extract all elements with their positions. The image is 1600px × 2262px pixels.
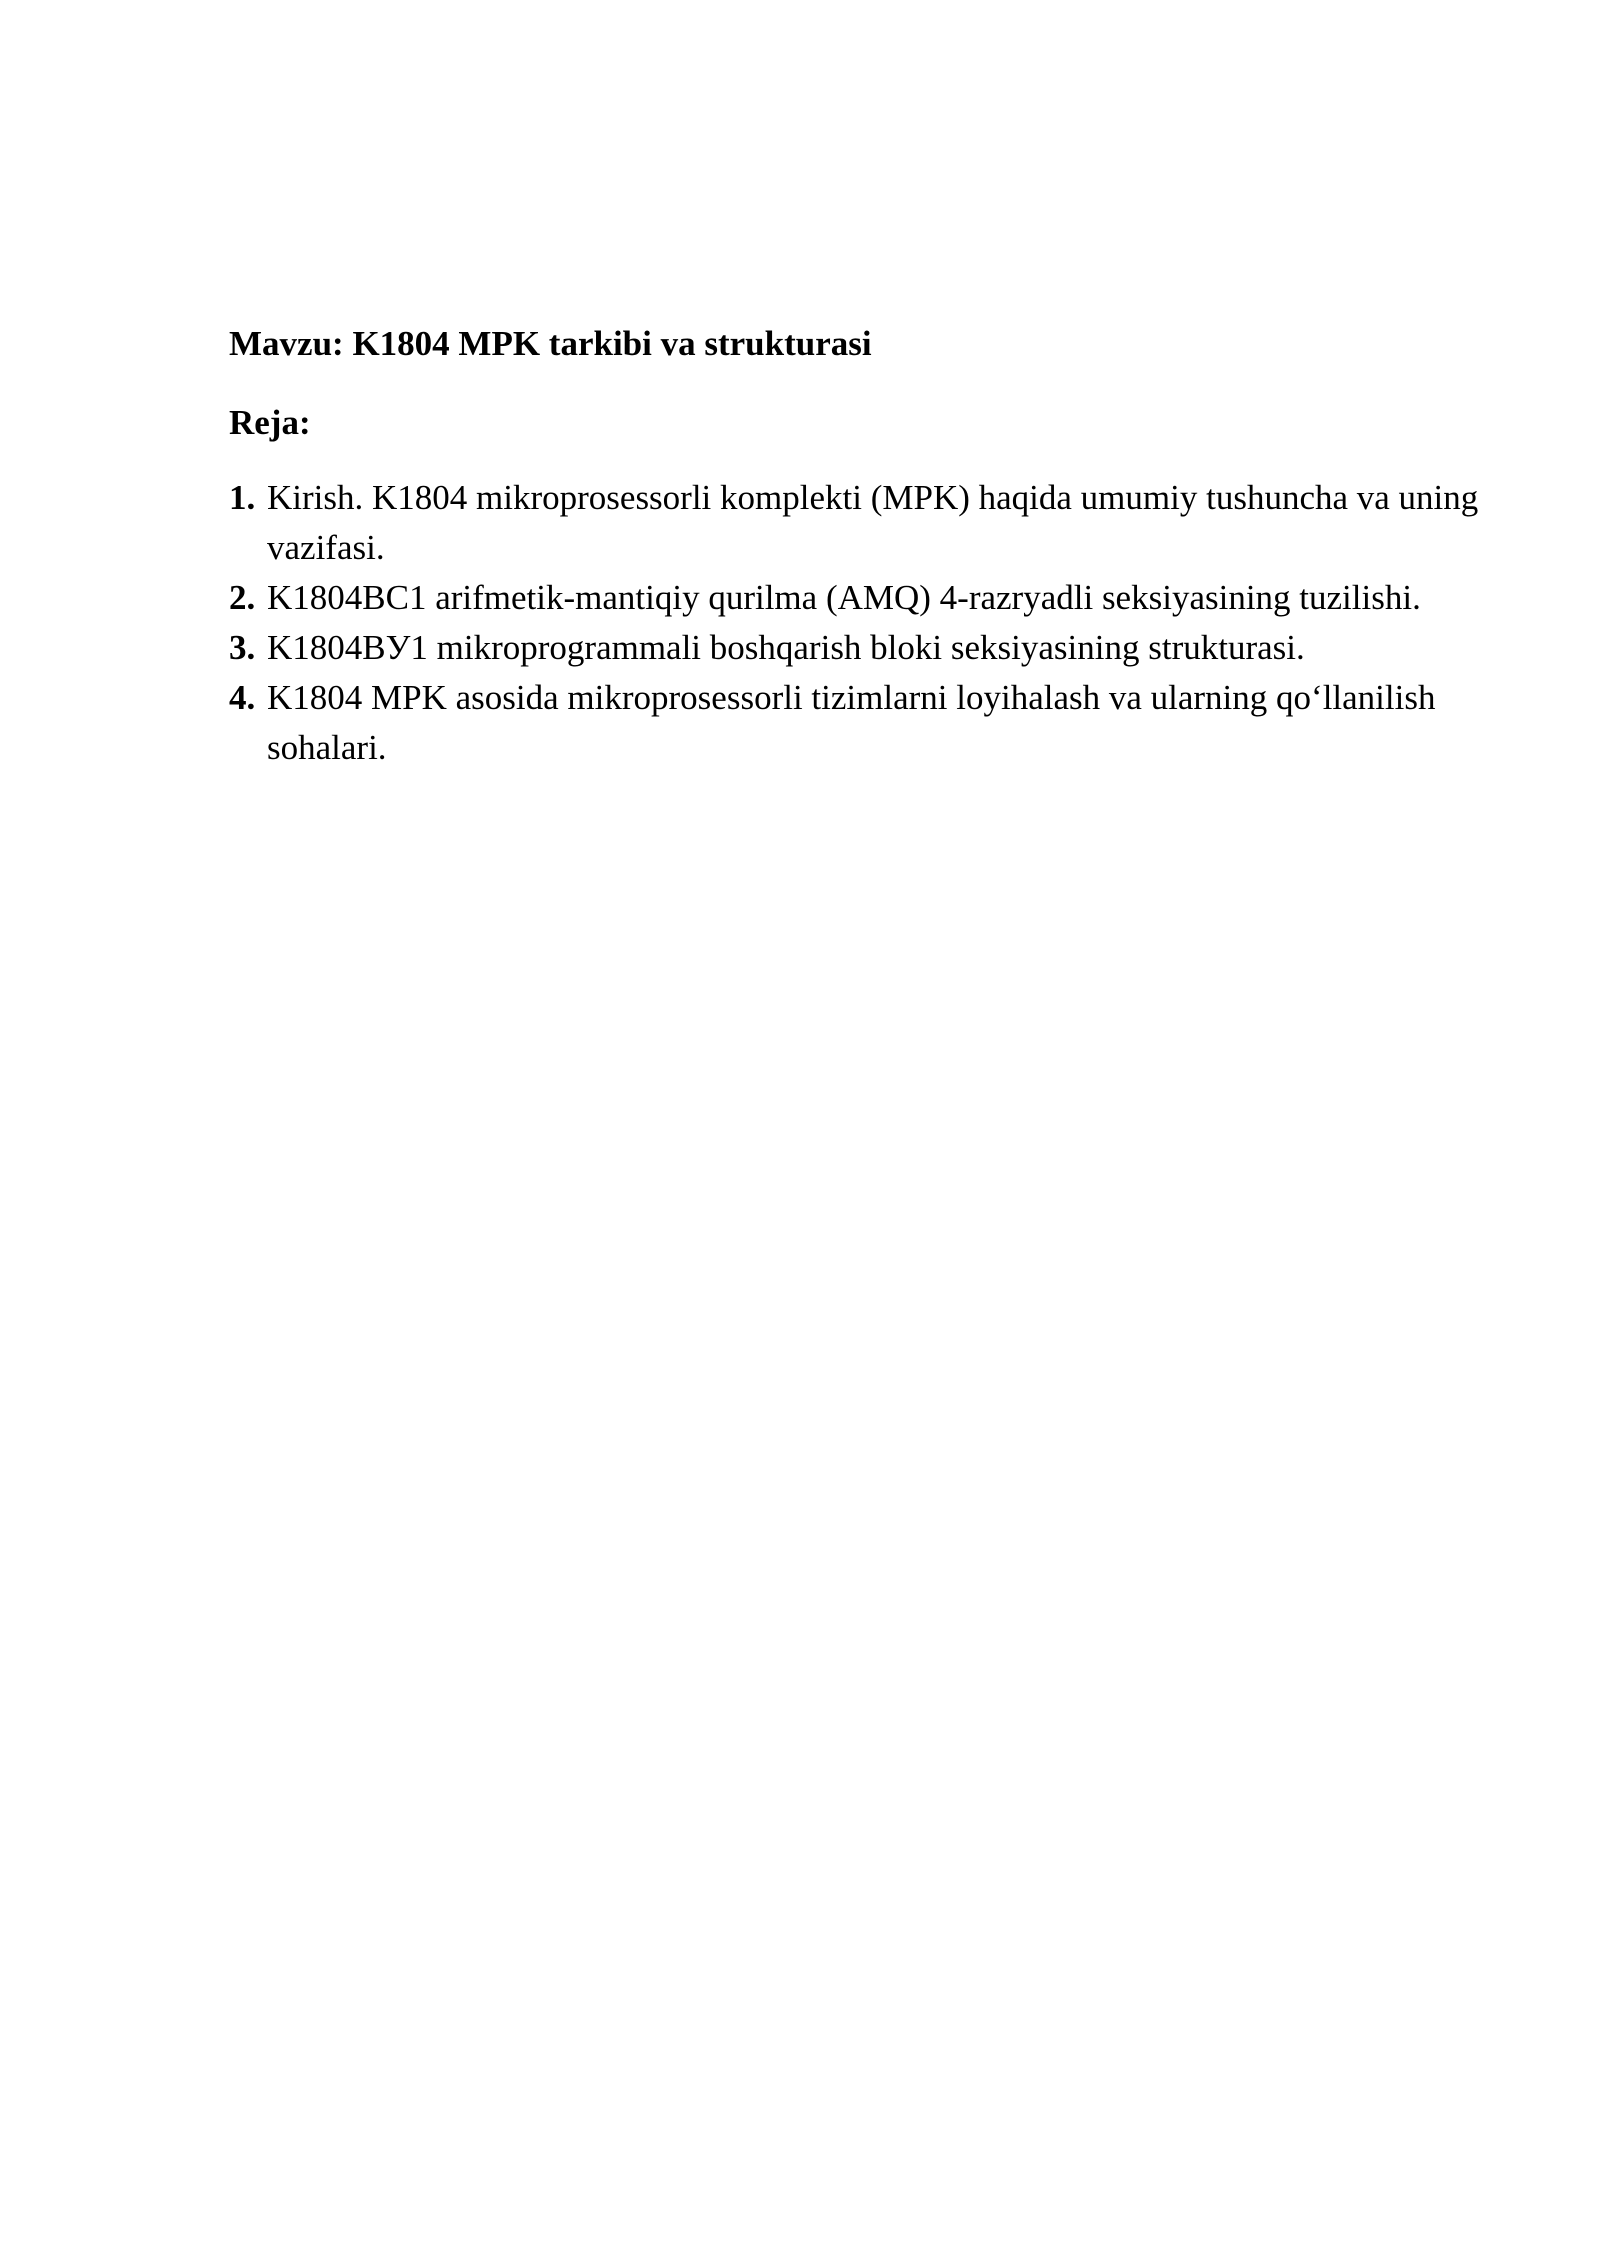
document-content bbox=[229, 318, 1489, 773]
plan-item-text: K1804BC1 arifmetik-mantiqiy qurilma (AMQ) 4-razryadli seksiyasining tuzilishi. bbox=[267, 578, 1421, 617]
plan-item-1 bbox=[229, 473, 1489, 573]
plan-item-text: K1804BУ1 mikroprogrammali boshqarish bloki seksiyasining strukturasi. bbox=[267, 628, 1305, 667]
plan-item-text: Kirish. K1804 mikroprosessorli komplekti (MPK) haqida umumiy tushuncha va uning vazifasi. bbox=[267, 478, 1479, 567]
plan-item-text: K1804 MPK asosida mikroprosessorli tizimlarni loyihalash va ularning qo‘llanilish sohalari. bbox=[267, 678, 1436, 767]
plan-item-number: 3. bbox=[229, 628, 256, 667]
plan-item-number: 1. bbox=[229, 478, 256, 517]
plan-item-number: 2. bbox=[229, 578, 256, 617]
plan-item-2 bbox=[229, 573, 1489, 623]
plan-item-3 bbox=[229, 623, 1489, 673]
plan-item-number: 4. bbox=[229, 678, 256, 717]
plan-item-4 bbox=[229, 673, 1489, 773]
topic-title: Mavzu: K1804 MPK tarkibi va strukturasi bbox=[229, 324, 872, 363]
plan-list bbox=[229, 473, 1489, 773]
plan-heading: Reja: bbox=[229, 403, 311, 442]
